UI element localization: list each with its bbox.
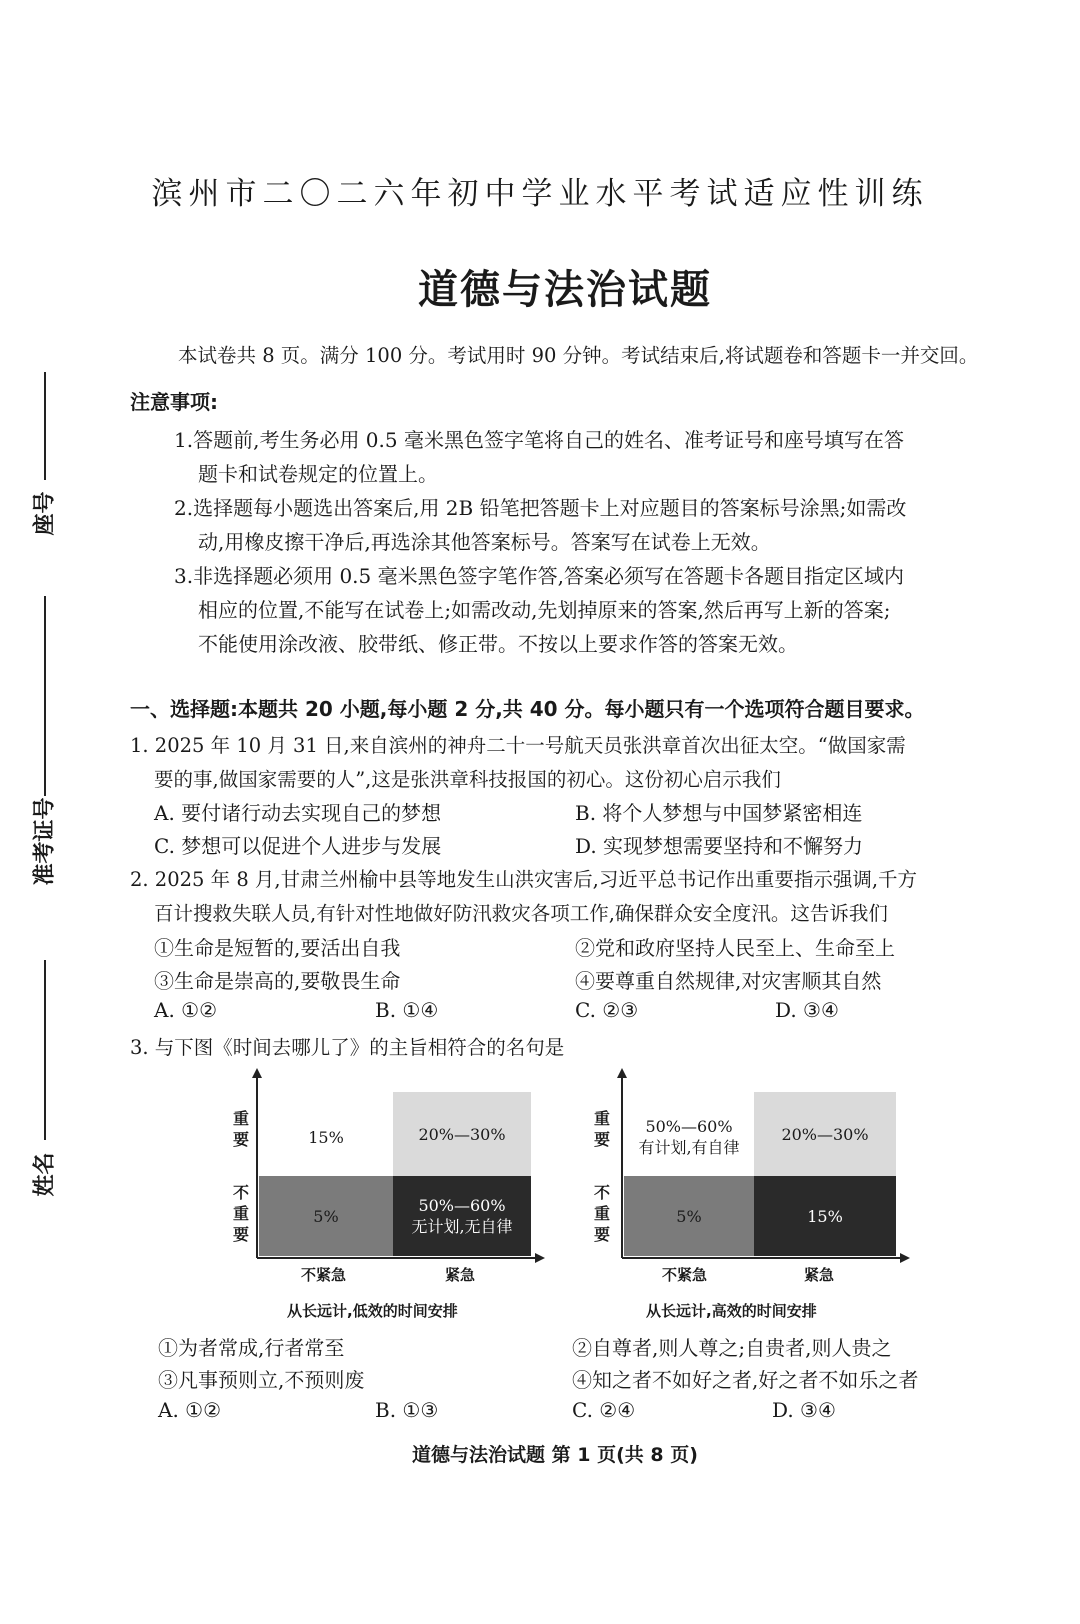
question-3-option-d: D. ③④ — [772, 1398, 836, 1422]
notice-line: 题卡和试卷规定的位置上。 — [198, 462, 438, 486]
exam-subtitle: 道德与法治试题 — [418, 267, 712, 313]
exam-title: 滨州市二〇二六年初中学业水平考试适应性训练 — [151, 176, 929, 212]
x-axis-arrow — [900, 1253, 910, 1263]
question-3-stem: 3. 与下图《时间去哪儿了》的主旨相符合的名句是 — [130, 1036, 565, 1059]
exam-intro: 本试卷共 8 页。满分 100 分。考试用时 90 分钟。考试结束后,将试题卷和答题卡一并交回。 — [178, 344, 979, 367]
question-2-statement: ③生命是崇高的,要敬畏生命 — [154, 969, 401, 993]
question-2-statement: ②党和政府坚持人民至上、生命至上 — [575, 936, 895, 960]
chart-title: 从长远计,高效的时间安排 — [646, 1302, 817, 1320]
question-3-statement: ②自尊者,则人尊之;自贵者,则人贵之 — [572, 1336, 892, 1360]
cell-value: 5% — [676, 1206, 702, 1226]
question-2-option-a: A. ①② — [154, 998, 218, 1022]
cell-important-urgent — [754, 1092, 896, 1176]
cell-value: 15% — [807, 1206, 843, 1226]
x-axis-arrow — [535, 1253, 545, 1263]
x-label-not-urgent: 不紧急 — [662, 1266, 708, 1284]
time-chart-efficient — [590, 1068, 910, 1328]
x-label-urgent: 紧急 — [445, 1266, 476, 1284]
question-2-stem: 2. 2025 年 8 月,甘肃兰州榆中县等地发生山洪灾害后,习近平总书记作出重要指示强调,千方 — [130, 868, 918, 891]
question-1-stem: 要的事,做国家需要的人”,这是张洪章科技报国的初心。这份初心启示我们 — [154, 768, 781, 791]
question-3-option-c: C. ②④ — [572, 1398, 636, 1422]
cell-value: 20%—30% — [418, 1124, 506, 1144]
cell-important-not-urgent — [624, 1098, 754, 1176]
notice-line: 3.非选择题必须用 0.5 毫米黑色签字笔作答,答案必须写在答题卡各题目指定区域内 — [174, 564, 904, 588]
cell-value: 5% — [313, 1206, 339, 1226]
notice-line: 2.选择题每小题选出答案后,用 2B 铅笔把答题卡上对应题目的答案标号涂黑;如需改 — [174, 496, 907, 520]
question-1-stem: 1. 2025 年 10 月 31 日,来自滨州的神舟二十一号航天员张洪章首次出征太空。“做国家需 — [130, 734, 906, 757]
x-label-urgent: 紧急 — [804, 1266, 835, 1284]
name-label: 姓名 — [32, 1152, 58, 1197]
cell-not-important-not-urgent — [259, 1176, 393, 1256]
question-2-option-c: C. ②③ — [575, 998, 639, 1022]
notice-line: 1.答题前,考生务必用 0.5 毫米黑色签字笔将自己的姓名、准考证号和座号填写在答 — [174, 428, 904, 452]
cell-note: 有计划,有自律 — [638, 1138, 740, 1157]
question-2-option-d: D. ③④ — [775, 998, 839, 1022]
question-3-statement: ①为者常成,行者常至 — [158, 1336, 345, 1360]
question-2-stem: 百计搜救失联人员,有针对性地做好防汛救灾各项工作,确保群众安全度汛。这告诉我们 — [154, 902, 888, 925]
question-2-statement: ④要尊重自然规律,对灾害顺其自然 — [575, 969, 882, 993]
seat-blank-line — [44, 372, 46, 480]
question-3-option-b: B. ①③ — [375, 1398, 439, 1422]
question-1-option-d: D. 实现梦想需要坚持和不懈努力 — [575, 834, 864, 858]
cell-value: 50%—60% — [645, 1117, 733, 1136]
y-axis-arrow — [252, 1068, 262, 1078]
cell-not-important-urgent — [754, 1176, 896, 1256]
time-chart-inefficient — [225, 1068, 545, 1328]
seat-label: 座号 — [32, 491, 58, 536]
binding-strip — [0, 0, 95, 1624]
question-1-option-c: C. 梦想可以促进个人进步与发展 — [154, 834, 442, 858]
question-2-option-b: B. ①④ — [375, 998, 439, 1022]
exam-id-label: 准考证号 — [32, 797, 58, 886]
question-3-statement: ④知之者不如好之者,好之者不如乐之者 — [572, 1368, 919, 1392]
cell-important-urgent — [393, 1092, 531, 1176]
cell-important-not-urgent — [259, 1098, 393, 1176]
notice-line: 动,用橡皮擦干净后,再选涂其他答案标号。答案写在试卷上无效。 — [198, 530, 771, 554]
notice-heading: 注意事项: — [130, 390, 218, 414]
y-axis-arrow — [617, 1068, 627, 1078]
notice-line: 相应的位置,不能写在试卷上;如需改动,先划掉原来的答案,然后再写上新的答案; — [198, 598, 891, 622]
cell-value: 20%—30% — [781, 1124, 869, 1144]
cell-note: 无计划,无自律 — [411, 1217, 513, 1236]
cell-not-important-urgent — [393, 1176, 531, 1256]
cell-value: 15% — [308, 1127, 344, 1147]
x-label-not-urgent: 不紧急 — [301, 1266, 347, 1284]
question-3-option-a: A. ①② — [158, 1398, 222, 1422]
question-3-statement: ③凡事预则立,不预则废 — [158, 1368, 365, 1392]
cell-value: 50%—60% — [418, 1196, 506, 1215]
question-2-statement: ①生命是短暂的,要活出自我 — [154, 936, 401, 960]
notice-line: 不能使用涂改液、胶带纸、修正带。不按以上要求作答的答案无效。 — [198, 632, 798, 656]
y-label-not-important: 不重要 — [232, 1183, 249, 1244]
cell-not-important-not-urgent — [624, 1176, 754, 1256]
y-label-important: 重要 — [593, 1109, 610, 1149]
section-heading: 一、选择题:本题共 20 小题,每小题 2 分,共 40 分。每小题只有一个选项符合题目要求。 — [130, 697, 925, 721]
y-label-not-important: 不重要 — [593, 1183, 610, 1244]
page-footer: 道德与法治试题 第 1 页(共 8 页) — [412, 1444, 698, 1466]
chart-title: 从长远计,低效的时间安排 — [287, 1302, 458, 1320]
question-1-option-a: A. 要付诸行动去实现自己的梦想 — [154, 801, 442, 825]
name-blank-line — [44, 960, 46, 1140]
y-label-important: 重要 — [232, 1109, 249, 1149]
question-1-option-b: B. 将个人梦想与中国梦紧密相连 — [575, 801, 863, 825]
exam-id-blank-line — [44, 596, 46, 796]
